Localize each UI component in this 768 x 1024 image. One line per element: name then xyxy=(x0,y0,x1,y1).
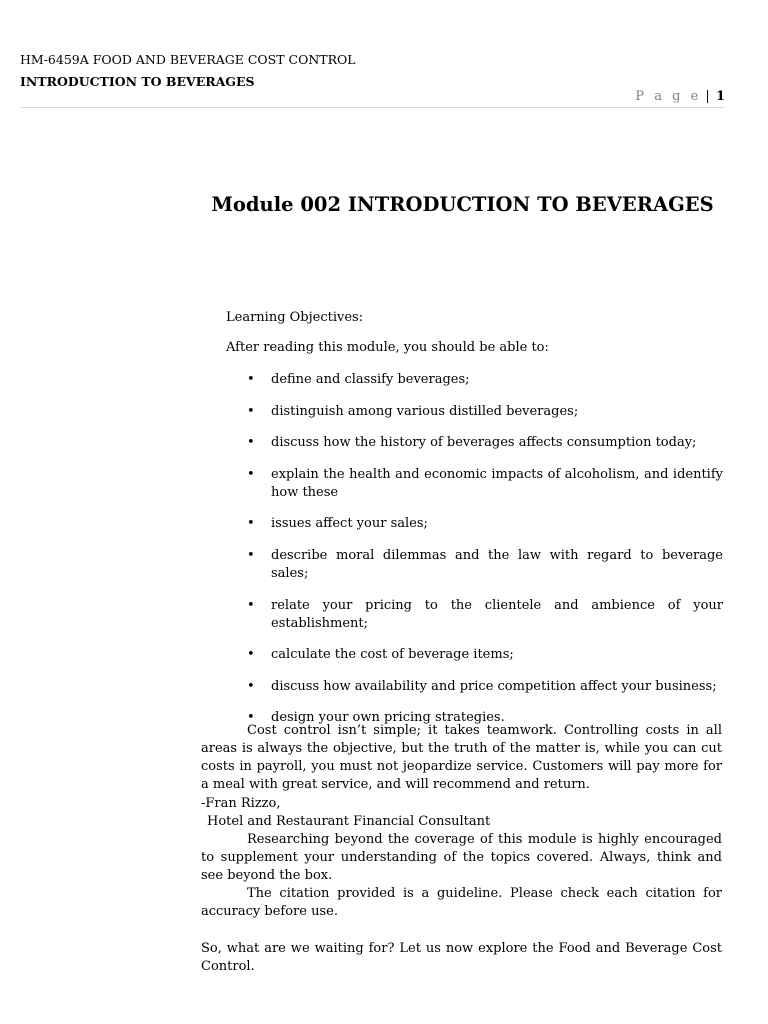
objective-text: discuss how availability and price competition affect your business; xyxy=(271,678,717,694)
objective-item xyxy=(247,403,723,421)
objective-text: describe moral dilemmas and the law with regard to beverage sales; xyxy=(271,547,723,581)
objective-text: relate your pricing to the clientele and ambience of your establishment; xyxy=(271,597,723,631)
bullet-icon: • xyxy=(247,647,255,663)
quote-attribution-name: -Fran Rizzo, xyxy=(201,796,281,811)
objective-item xyxy=(247,466,723,502)
objective-text: design your own pricing strategies. xyxy=(271,710,505,726)
course-title: INTRODUCTION TO BEVERAGES xyxy=(20,74,255,89)
bullet-icon: • xyxy=(247,435,255,451)
bullet-icon: • xyxy=(247,547,255,563)
quote-paragraph: Cost control isn’t simple; it takes teamwork. Controlling costs in all areas is always the objective, but the truth of the matter is, while you can cut costs in payroll, you must not jeopardize service. Customers will pay more for a meal with great service, and will recommend and return. xyxy=(201,723,722,792)
quote-attribution-role: Hotel and Restaurant Financial Consultant xyxy=(207,814,491,829)
objective-item xyxy=(247,547,723,583)
objective-text: discuss how the history of beverages affects consumption today; xyxy=(271,435,697,451)
objective-text: distinguish among various distilled beverages; xyxy=(271,403,579,419)
page-number-block xyxy=(635,89,725,104)
page-number: 1 xyxy=(715,89,725,104)
objective-text: define and classify beverages; xyxy=(271,372,470,387)
bullet-icon: • xyxy=(247,597,255,613)
objective-text: calculate the cost of beverage items; xyxy=(271,647,514,663)
objective-item xyxy=(247,515,723,533)
page-label: P a g e xyxy=(635,89,702,104)
bullet-icon: • xyxy=(247,403,255,419)
objectives-label: Learning Objectives: xyxy=(226,310,364,325)
bullet-icon: • xyxy=(247,516,255,532)
objective-text: issues affect your sales; xyxy=(271,516,428,532)
bullet-icon: • xyxy=(247,710,255,726)
bullet-icon: • xyxy=(247,678,255,694)
objective-item xyxy=(247,371,723,389)
objectives-list xyxy=(247,371,723,741)
citation-paragraph: The citation provided is a guideline. Please check each citation for accuracy before use. xyxy=(201,886,722,919)
objective-item xyxy=(247,646,723,664)
header-divider xyxy=(20,107,725,108)
research-paragraph: Researching beyond the coverage of this module is highly encouraged to supplement your understanding of the topics covered. Always, think and see beyond the box. xyxy=(201,832,722,883)
objective-item xyxy=(247,434,723,452)
bullet-icon: • xyxy=(247,372,255,387)
objective-item xyxy=(247,678,723,696)
module-title: Module 002 INTRODUCTION TO BEVERAGES xyxy=(211,193,714,216)
bullet-icon: • xyxy=(247,466,255,482)
objectives-intro: After reading this module, you should be able to: xyxy=(226,340,549,355)
objective-text: explain the health and economic impacts of alcoholism, and identify how these xyxy=(271,466,723,500)
page-separator: | xyxy=(705,89,710,104)
objective-item xyxy=(247,597,723,633)
course-code: HM-6459A FOOD AND BEVERAGE COST CONTROL xyxy=(20,52,356,67)
closing-paragraph: So, what are we waiting for? Let us now explore the Food and Beverage Cost Control. xyxy=(201,941,722,974)
page-header xyxy=(20,51,725,104)
